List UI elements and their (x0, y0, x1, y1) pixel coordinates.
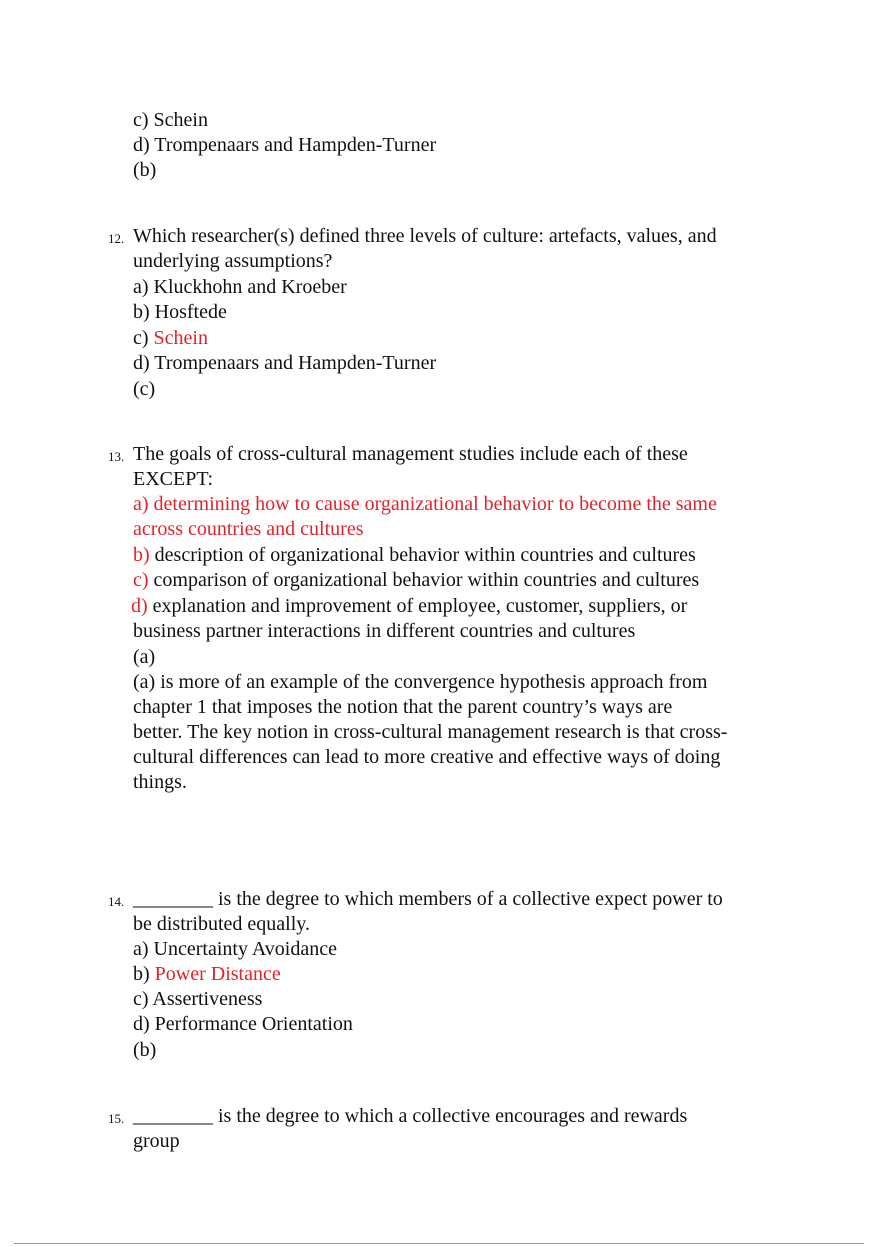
q13-option-d-line2: business partner interactions in different countries and cultures (133, 620, 636, 642)
q15-text: is the degree to which a collective encourages and rewards (213, 1105, 688, 1127)
footer-divider (14, 1243, 864, 1244)
q13-text-line2: EXCEPT: (133, 468, 214, 490)
q15-text-line2: group (133, 1130, 180, 1152)
q14-option-a: a) Uncertainty Avoidance (133, 938, 337, 960)
q14-option-b (133, 962, 281, 987)
q12-option-b: b) Hosftede (133, 301, 227, 323)
q13-option-a-line1: a) determining how to cause organizational behavior to become the same (133, 493, 717, 515)
q14-text-line2: be distributed equally. (133, 913, 310, 935)
q14-text-line1 (133, 887, 723, 912)
q14-answer: (b) (133, 1039, 157, 1061)
q12-option-c-prefix: c) (133, 327, 154, 349)
q12-number: 12. (108, 231, 125, 246)
q13-option-c-letter: c) (133, 569, 149, 591)
q13-explanation-line5: things. (133, 771, 187, 793)
q13-answer: (a) (133, 646, 156, 668)
q13-option-c (133, 568, 699, 593)
q13-explanation-line3: better. The key notion in cross-cultural management research is that cross- (133, 721, 728, 743)
q13-option-d-line1 (131, 594, 687, 619)
q13-option-b (133, 543, 696, 568)
q12-text-line2: underlying assumptions? (133, 250, 333, 272)
q14-option-c: c) Assertiveness (133, 988, 263, 1010)
q15-text-line1 (133, 1104, 687, 1129)
q13-explanation-line2: chapter 1 that imposes the notion that the parent country’s ways are (133, 696, 673, 718)
q14-option-b-correct: Power Distance (154, 963, 281, 985)
q13-option-d-text-line1: explanation and improvement of employee, customer, suppliers, or (147, 595, 688, 617)
q13-explanation-line4: cultural differences can lead to more creative and effective ways of doing (133, 746, 721, 768)
q14-blank: ________ (133, 888, 213, 910)
q13-option-b-letter: b) (133, 544, 150, 566)
q13-option-c-text: comparison of organizational behavior within countries and cultures (148, 569, 700, 591)
q14-option-b-prefix: b) (133, 963, 155, 985)
q13-option-d-letter: d) (131, 595, 148, 617)
q13-number: 13. (108, 449, 125, 464)
q14-number: 14. (108, 894, 125, 909)
q12-option-c-correct: Schein (153, 327, 208, 349)
q15-number: 15. (108, 1111, 125, 1126)
q12-option-a: a) Kluckhohn and Kroeber (133, 276, 347, 298)
q11-option-c: c) Schein (133, 109, 208, 131)
q13-option-a-line2: across countries and cultures (133, 518, 364, 540)
q13-option-b-text: description of organizational behavior within countries and cultures (149, 544, 696, 566)
q12-option-c (133, 326, 208, 351)
q12-answer: (c) (133, 378, 156, 400)
q12-text-line1: Which researcher(s) defined three levels of culture: artefacts, values, and (133, 225, 717, 247)
q12-option-d: d) Trompenaars and Hampden-Turner (133, 352, 437, 374)
q14-text: is the degree to which members of a collective expect power to (213, 888, 723, 910)
q14-option-d: d) Performance Orientation (133, 1013, 353, 1035)
q15-blank: ________ (133, 1105, 213, 1127)
q11-option-d: d) Trompenaars and Hampden-Turner (133, 134, 437, 156)
q13-explanation-line1: (a) is more of an example of the convergence hypothesis approach from (133, 671, 708, 693)
q11-answer: (b) (133, 159, 157, 181)
q13-text-line1: The goals of cross-cultural management studies include each of these (133, 443, 688, 465)
